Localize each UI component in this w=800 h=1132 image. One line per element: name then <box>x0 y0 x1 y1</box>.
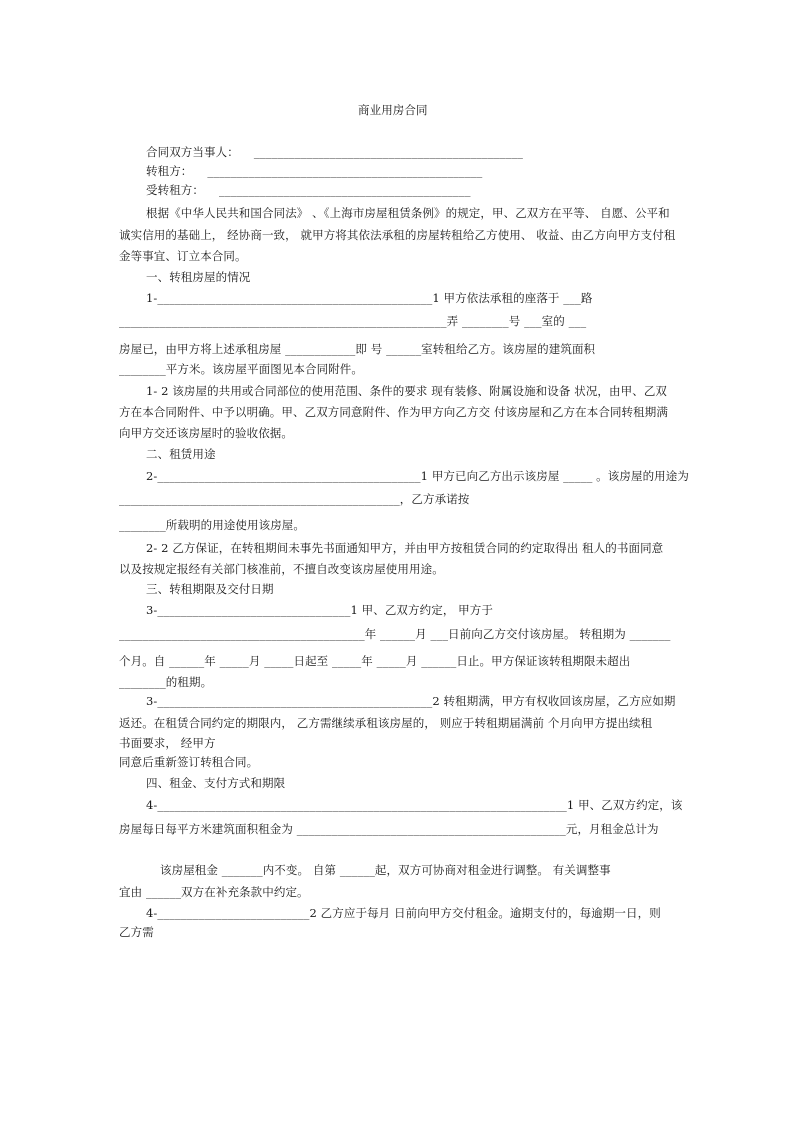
text-line: 合同双方当事人： ______________________________________________ <box>146 145 523 159</box>
text-line: 乙方需 <box>119 925 154 939</box>
text-line: ________________________________________________，乙方承诺按 <box>119 492 470 506</box>
text-line: 个月。自 ______年 _____月 _____日起至 _____年 _____月 ______日止。甲方保证该转租期限未超出 <box>119 654 631 668</box>
section-heading: 二、租赁用途 <box>146 447 216 461</box>
text-line: ________所载明的用途使用该房屋。 <box>119 518 305 532</box>
text-line: 返还。在租赁合同约定的期限内， 乙方需继续承租该房屋的， 则应于转租期届满前 个月向甲方提出续租 <box>119 716 653 730</box>
text-line: 以及按规定报经有关部门核准前，不擅自改变该房屋使用用途。 <box>119 562 444 576</box>
text-line: __________________________________________年 ______月 ___日前向乙方交付该房屋。 转租期为 _______ <box>119 627 671 641</box>
text-line: 1-_______________________________________________1 甲方依法承租的座落于 ___路 <box>146 291 593 305</box>
text-line: 方在本合同附件、中予以明确。甲、乙双方同意附件、作为甲方向乙方交 付该房屋和乙方在本合同转租期满 <box>119 405 668 419</box>
text-line: 诚实信用的基础上， 经协商一致， 就甲方将其依法承租的房屋转租给乙方使用、 收益、由乙方向甲方支付租 <box>119 228 676 242</box>
text-line: 宜由 ______双方在补充条款中约定。 <box>119 885 309 899</box>
text-line: 受转租方： ___________________________________________ <box>146 183 471 197</box>
section-heading: 一、转租房屋的情况 <box>146 270 251 284</box>
document-title: 商业用房合同 <box>358 103 428 117</box>
text-line: 房屋每日每平方米建筑面积租金为 ______________________________________________元，月租金总计为 <box>119 822 659 836</box>
text-line: ________平方米。该房屋平面图见本合同附件。 <box>119 362 363 376</box>
section-heading: 三、转租期限及交付日期 <box>146 582 274 596</box>
text-line: 2- 2 乙方保证，在转租期间未事先书面通知甲方，并由甲方按租赁合同的约定取得出 租人的书面同意 <box>146 541 664 555</box>
section-heading: 四、租金、支付方式和期限 <box>146 776 286 790</box>
text-line: 3-_______________________________________________2 转租期满，甲方有权收回该房屋，乙方应如期 <box>146 694 676 708</box>
text-line: 1- 2 该房屋的共用或合同部位的使用范围、条件的要求 现有装修、附属设施和设备 状况，由甲、乙双 <box>146 384 668 398</box>
text-line: ________________________________________________________弄 ________号 ___室的 ___ <box>119 314 587 328</box>
text-line: 向甲方交还该房屋时的验收依据。 <box>119 426 293 440</box>
text-line: 金等事宜、订立本合同。 <box>119 249 247 263</box>
text-line: 4-__________________________2 乙方应于每月 日前向甲方交付租金。逾期支付的，每逾期一日，则 <box>146 906 661 920</box>
text-line: 该房屋租金 _______内不变。 自第 ______起，双方可协商对租金进行调整。 有关调整事 <box>160 863 611 877</box>
text-line: 4-______________________________________________________________________1 甲、乙双方约定，该 <box>146 798 683 812</box>
text-line: 房屋已，由甲方将上述承租房屋 ____________即 号 ______室转租给乙方。该房屋的建筑面积 <box>119 342 596 356</box>
text-line: 根据《中华人民共和国合同法》 、《上海市房屋租赁条例》的规定，甲、乙双方在平等、 自愿、公平和 <box>146 206 670 220</box>
text-line: 3-_________________________________1 甲、乙双方约定， 甲方于 <box>146 603 493 617</box>
text-line: 同意后重新签订转租合同。 <box>119 755 259 769</box>
text-line: 转租方： _______________________________________________ <box>146 164 483 178</box>
text-line: 书面要求， 经甲方 <box>119 736 216 750</box>
text-line: 2-_____________________________________________1 甲方已向乙方出示该房屋 _____ 。该房屋的用途为 <box>146 469 689 483</box>
text-line: ________的租期。 <box>119 675 213 689</box>
